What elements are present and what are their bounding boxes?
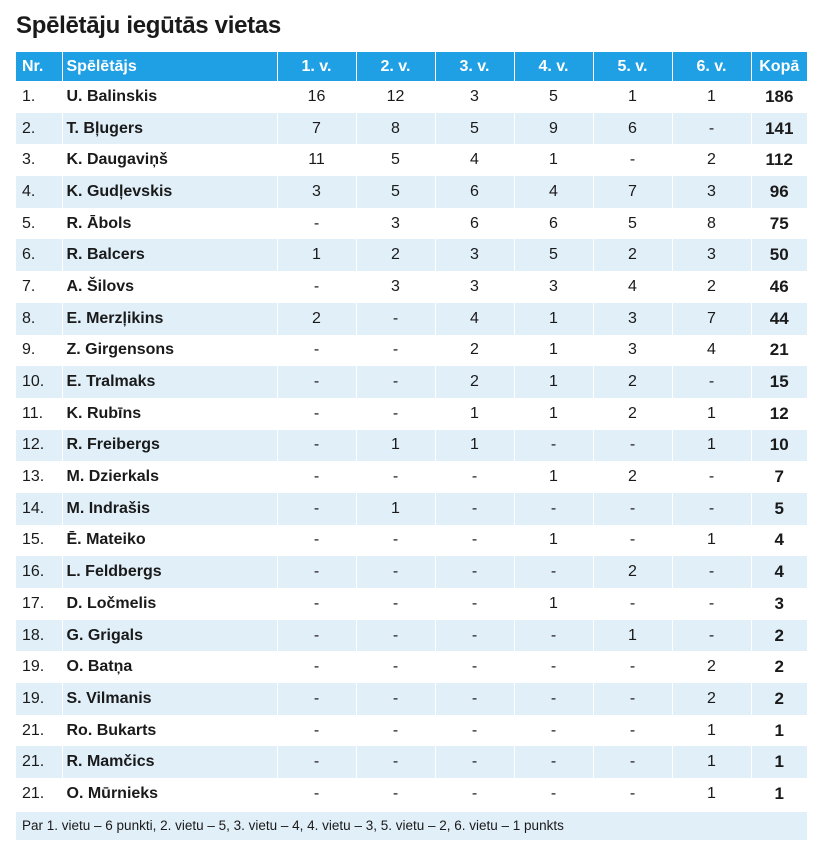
cell-3rd: 1 (435, 398, 514, 430)
cell-1st: - (277, 525, 356, 557)
table-body (16, 81, 807, 810)
cell-5th: 2 (593, 398, 672, 430)
cell-4th: 1 (514, 335, 593, 367)
cell-rank: 4. (16, 176, 62, 208)
cell-rank: 21. (16, 715, 62, 747)
standings-table (16, 52, 807, 810)
table-row (16, 556, 807, 588)
cell-2nd: - (356, 683, 435, 715)
cell-4th: - (514, 556, 593, 588)
table-row (16, 398, 807, 430)
cell-4th: 1 (514, 303, 593, 335)
cell-2nd: - (356, 525, 435, 557)
cell-6th: - (672, 493, 751, 525)
cell-3rd: - (435, 683, 514, 715)
column-header-5th: 5. v. (593, 52, 672, 81)
cell-2nd: 5 (356, 176, 435, 208)
cell-4th: 1 (514, 366, 593, 398)
column-header-2nd: 2. v. (356, 52, 435, 81)
cell-5th: - (593, 746, 672, 778)
cell-3rd: - (435, 651, 514, 683)
cell-rank: 19. (16, 683, 62, 715)
table-row (16, 239, 807, 271)
cell-total: 2 (751, 620, 807, 652)
table-row (16, 430, 807, 462)
table-row (16, 461, 807, 493)
cell-total: 7 (751, 461, 807, 493)
table-row (16, 208, 807, 240)
cell-6th: - (672, 620, 751, 652)
cell-player: Ē. Mateiko (62, 525, 277, 557)
cell-3rd: 3 (435, 239, 514, 271)
cell-1st: 7 (277, 113, 356, 145)
cell-6th: 3 (672, 239, 751, 271)
cell-rank: 16. (16, 556, 62, 588)
cell-2nd: - (356, 556, 435, 588)
cell-4th: 5 (514, 239, 593, 271)
cell-3rd: 5 (435, 113, 514, 145)
cell-1st: - (277, 493, 356, 525)
cell-4th: - (514, 651, 593, 683)
cell-6th: 2 (672, 144, 751, 176)
cell-rank: 6. (16, 239, 62, 271)
table-row (16, 144, 807, 176)
column-header-4th: 4. v. (514, 52, 593, 81)
cell-rank: 14. (16, 493, 62, 525)
cell-4th: 1 (514, 398, 593, 430)
cell-2nd: 8 (356, 113, 435, 145)
cell-6th: - (672, 556, 751, 588)
cell-player: E. Merzļikins (62, 303, 277, 335)
cell-rank: 11. (16, 398, 62, 430)
cell-3rd: 4 (435, 303, 514, 335)
table-row (16, 493, 807, 525)
cell-5th: - (593, 683, 672, 715)
cell-3rd: - (435, 556, 514, 588)
cell-2nd: - (356, 335, 435, 367)
cell-5th: - (593, 651, 672, 683)
cell-total: 96 (751, 176, 807, 208)
cell-1st: - (277, 461, 356, 493)
cell-player: D. Ločmelis (62, 588, 277, 620)
cell-player: O. Batņa (62, 651, 277, 683)
cell-rank: 10. (16, 366, 62, 398)
cell-4th: 1 (514, 461, 593, 493)
cell-2nd: 5 (356, 144, 435, 176)
cell-2nd: 12 (356, 81, 435, 113)
cell-6th: 1 (672, 778, 751, 810)
cell-player: K. Rubīns (62, 398, 277, 430)
cell-2nd: - (356, 778, 435, 810)
cell-total: 2 (751, 651, 807, 683)
table-row (16, 588, 807, 620)
footnote: Par 1. vietu – 6 punkti, 2. vietu – 5, 3. vietu – 4, 4. vietu – 3, 5. vietu – 2, 6. vietu – 1 punkts (16, 812, 807, 840)
page-title: Spēlētāju iegūtās vietas (16, 12, 281, 39)
cell-4th: 4 (514, 176, 593, 208)
cell-player: M. Indrašis (62, 493, 277, 525)
cell-rank: 19. (16, 651, 62, 683)
cell-5th: 2 (593, 556, 672, 588)
cell-total: 186 (751, 81, 807, 113)
cell-player: Ro. Bukarts (62, 715, 277, 747)
cell-rank: 12. (16, 430, 62, 462)
cell-total: 10 (751, 430, 807, 462)
cell-player: M. Dzierkals (62, 461, 277, 493)
cell-3rd: - (435, 493, 514, 525)
cell-player: G. Grigals (62, 620, 277, 652)
table-row (16, 303, 807, 335)
cell-2nd: 1 (356, 493, 435, 525)
cell-2nd: 3 (356, 271, 435, 303)
cell-5th: - (593, 525, 672, 557)
cell-1st: - (277, 683, 356, 715)
cell-player: E. Tralmaks (62, 366, 277, 398)
cell-player: S. Vilmanis (62, 683, 277, 715)
table-row (16, 683, 807, 715)
cell-5th: 3 (593, 335, 672, 367)
cell-total: 1 (751, 746, 807, 778)
cell-total: 75 (751, 208, 807, 240)
cell-1st: - (277, 366, 356, 398)
cell-3rd: - (435, 620, 514, 652)
cell-1st: - (277, 588, 356, 620)
cell-4th: - (514, 715, 593, 747)
cell-1st: 1 (277, 239, 356, 271)
cell-1st: - (277, 778, 356, 810)
column-header-1st: 1. v. (277, 52, 356, 81)
cell-rank: 9. (16, 335, 62, 367)
cell-3rd: 3 (435, 271, 514, 303)
cell-5th: 4 (593, 271, 672, 303)
cell-4th: 5 (514, 81, 593, 113)
cell-rank: 21. (16, 746, 62, 778)
table-row (16, 366, 807, 398)
cell-6th: 1 (672, 525, 751, 557)
cell-2nd: 1 (356, 430, 435, 462)
cell-4th: 1 (514, 525, 593, 557)
cell-6th: 1 (672, 398, 751, 430)
cell-5th: - (593, 588, 672, 620)
cell-3rd: 2 (435, 335, 514, 367)
cell-3rd: 1 (435, 430, 514, 462)
cell-4th: - (514, 746, 593, 778)
cell-rank: 5. (16, 208, 62, 240)
cell-3rd: 3 (435, 81, 514, 113)
column-header-total: Kopā (751, 52, 807, 81)
cell-total: 141 (751, 113, 807, 145)
cell-4th: - (514, 430, 593, 462)
column-header-player: Spēlētājs (62, 52, 277, 81)
cell-3rd: - (435, 588, 514, 620)
cell-rank: 17. (16, 588, 62, 620)
cell-total: 1 (751, 715, 807, 747)
column-header-3rd: 3. v. (435, 52, 514, 81)
cell-2nd: - (356, 303, 435, 335)
column-header-6th: 6. v. (672, 52, 751, 81)
cell-4th: - (514, 493, 593, 525)
cell-6th: 1 (672, 81, 751, 113)
cell-total: 4 (751, 525, 807, 557)
cell-1st: 11 (277, 144, 356, 176)
cell-rank: 18. (16, 620, 62, 652)
cell-2nd: - (356, 366, 435, 398)
cell-5th: - (593, 715, 672, 747)
cell-6th: 7 (672, 303, 751, 335)
cell-rank: 3. (16, 144, 62, 176)
cell-total: 112 (751, 144, 807, 176)
cell-player: T. Bļugers (62, 113, 277, 145)
table-row (16, 715, 807, 747)
cell-2nd: 3 (356, 208, 435, 240)
cell-player: K. Daugaviņš (62, 144, 277, 176)
table-row (16, 271, 807, 303)
cell-6th: 3 (672, 176, 751, 208)
cell-6th: 2 (672, 271, 751, 303)
cell-5th: - (593, 144, 672, 176)
cell-5th: 1 (593, 620, 672, 652)
cell-5th: 2 (593, 239, 672, 271)
cell-6th: - (672, 588, 751, 620)
cell-4th: - (514, 683, 593, 715)
cell-2nd: - (356, 398, 435, 430)
cell-1st: - (277, 746, 356, 778)
cell-rank: 15. (16, 525, 62, 557)
cell-1st: - (277, 271, 356, 303)
cell-5th: 2 (593, 461, 672, 493)
cell-player: R. Balcers (62, 239, 277, 271)
cell-1st: 16 (277, 81, 356, 113)
cell-1st: 2 (277, 303, 356, 335)
cell-1st: 3 (277, 176, 356, 208)
cell-2nd: - (356, 620, 435, 652)
cell-4th: - (514, 620, 593, 652)
cell-2nd: - (356, 651, 435, 683)
cell-rank: 21. (16, 778, 62, 810)
cell-4th: 9 (514, 113, 593, 145)
cell-player: L. Feldbergs (62, 556, 277, 588)
cell-player: R. Mamčics (62, 746, 277, 778)
cell-6th: - (672, 113, 751, 145)
cell-total: 5 (751, 493, 807, 525)
cell-1st: - (277, 398, 356, 430)
table-row (16, 176, 807, 208)
cell-rank: 7. (16, 271, 62, 303)
cell-total: 15 (751, 366, 807, 398)
table-row (16, 651, 807, 683)
cell-6th: 1 (672, 715, 751, 747)
table-row (16, 778, 807, 810)
cell-6th: 1 (672, 430, 751, 462)
cell-total: 3 (751, 588, 807, 620)
cell-player: U. Balinskis (62, 81, 277, 113)
cell-5th: 3 (593, 303, 672, 335)
cell-3rd: - (435, 525, 514, 557)
cell-1st: - (277, 208, 356, 240)
cell-6th: 2 (672, 651, 751, 683)
cell-6th: 2 (672, 683, 751, 715)
cell-2nd: - (356, 746, 435, 778)
cell-3rd: 6 (435, 208, 514, 240)
table-row (16, 335, 807, 367)
cell-3rd: - (435, 746, 514, 778)
cell-3rd: 2 (435, 366, 514, 398)
cell-2nd: 2 (356, 239, 435, 271)
cell-6th: 8 (672, 208, 751, 240)
cell-total: 1 (751, 778, 807, 810)
table-row (16, 746, 807, 778)
cell-1st: - (277, 335, 356, 367)
cell-3rd: - (435, 715, 514, 747)
cell-4th: - (514, 778, 593, 810)
column-header-nr: Nr. (16, 52, 62, 81)
cell-rank: 1. (16, 81, 62, 113)
cell-3rd: - (435, 461, 514, 493)
cell-2nd: - (356, 715, 435, 747)
cell-4th: 6 (514, 208, 593, 240)
cell-3rd: - (435, 778, 514, 810)
cell-1st: - (277, 715, 356, 747)
cell-4th: 1 (514, 144, 593, 176)
cell-4th: 3 (514, 271, 593, 303)
cell-6th: 1 (672, 746, 751, 778)
cell-player: K. Gudļevskis (62, 176, 277, 208)
cell-5th: - (593, 430, 672, 462)
cell-6th: - (672, 461, 751, 493)
table-row (16, 525, 807, 557)
cell-6th: 4 (672, 335, 751, 367)
table-row (16, 113, 807, 145)
cell-3rd: 4 (435, 144, 514, 176)
cell-rank: 13. (16, 461, 62, 493)
cell-total: 50 (751, 239, 807, 271)
cell-player: A. Šilovs (62, 271, 277, 303)
cell-5th: 5 (593, 208, 672, 240)
cell-rank: 2. (16, 113, 62, 145)
cell-5th: - (593, 778, 672, 810)
cell-5th: 1 (593, 81, 672, 113)
cell-5th: - (593, 493, 672, 525)
cell-5th: 6 (593, 113, 672, 145)
cell-1st: - (277, 620, 356, 652)
cell-6th: - (672, 366, 751, 398)
cell-total: 46 (751, 271, 807, 303)
cell-total: 4 (751, 556, 807, 588)
cell-1st: - (277, 651, 356, 683)
cell-5th: 7 (593, 176, 672, 208)
cell-1st: - (277, 430, 356, 462)
cell-player: O. Mūrnieks (62, 778, 277, 810)
cell-total: 2 (751, 683, 807, 715)
cell-rank: 8. (16, 303, 62, 335)
cell-4th: 1 (514, 588, 593, 620)
cell-total: 12 (751, 398, 807, 430)
table-row (16, 620, 807, 652)
cell-player: R. Ābols (62, 208, 277, 240)
table-row (16, 81, 807, 113)
cell-player: R. Freibergs (62, 430, 277, 462)
cell-5th: 2 (593, 366, 672, 398)
table-header-row (16, 52, 807, 81)
cell-3rd: 6 (435, 176, 514, 208)
cell-1st: - (277, 556, 356, 588)
cell-2nd: - (356, 588, 435, 620)
cell-2nd: - (356, 461, 435, 493)
cell-player: Z. Girgensons (62, 335, 277, 367)
cell-total: 44 (751, 303, 807, 335)
cell-total: 21 (751, 335, 807, 367)
